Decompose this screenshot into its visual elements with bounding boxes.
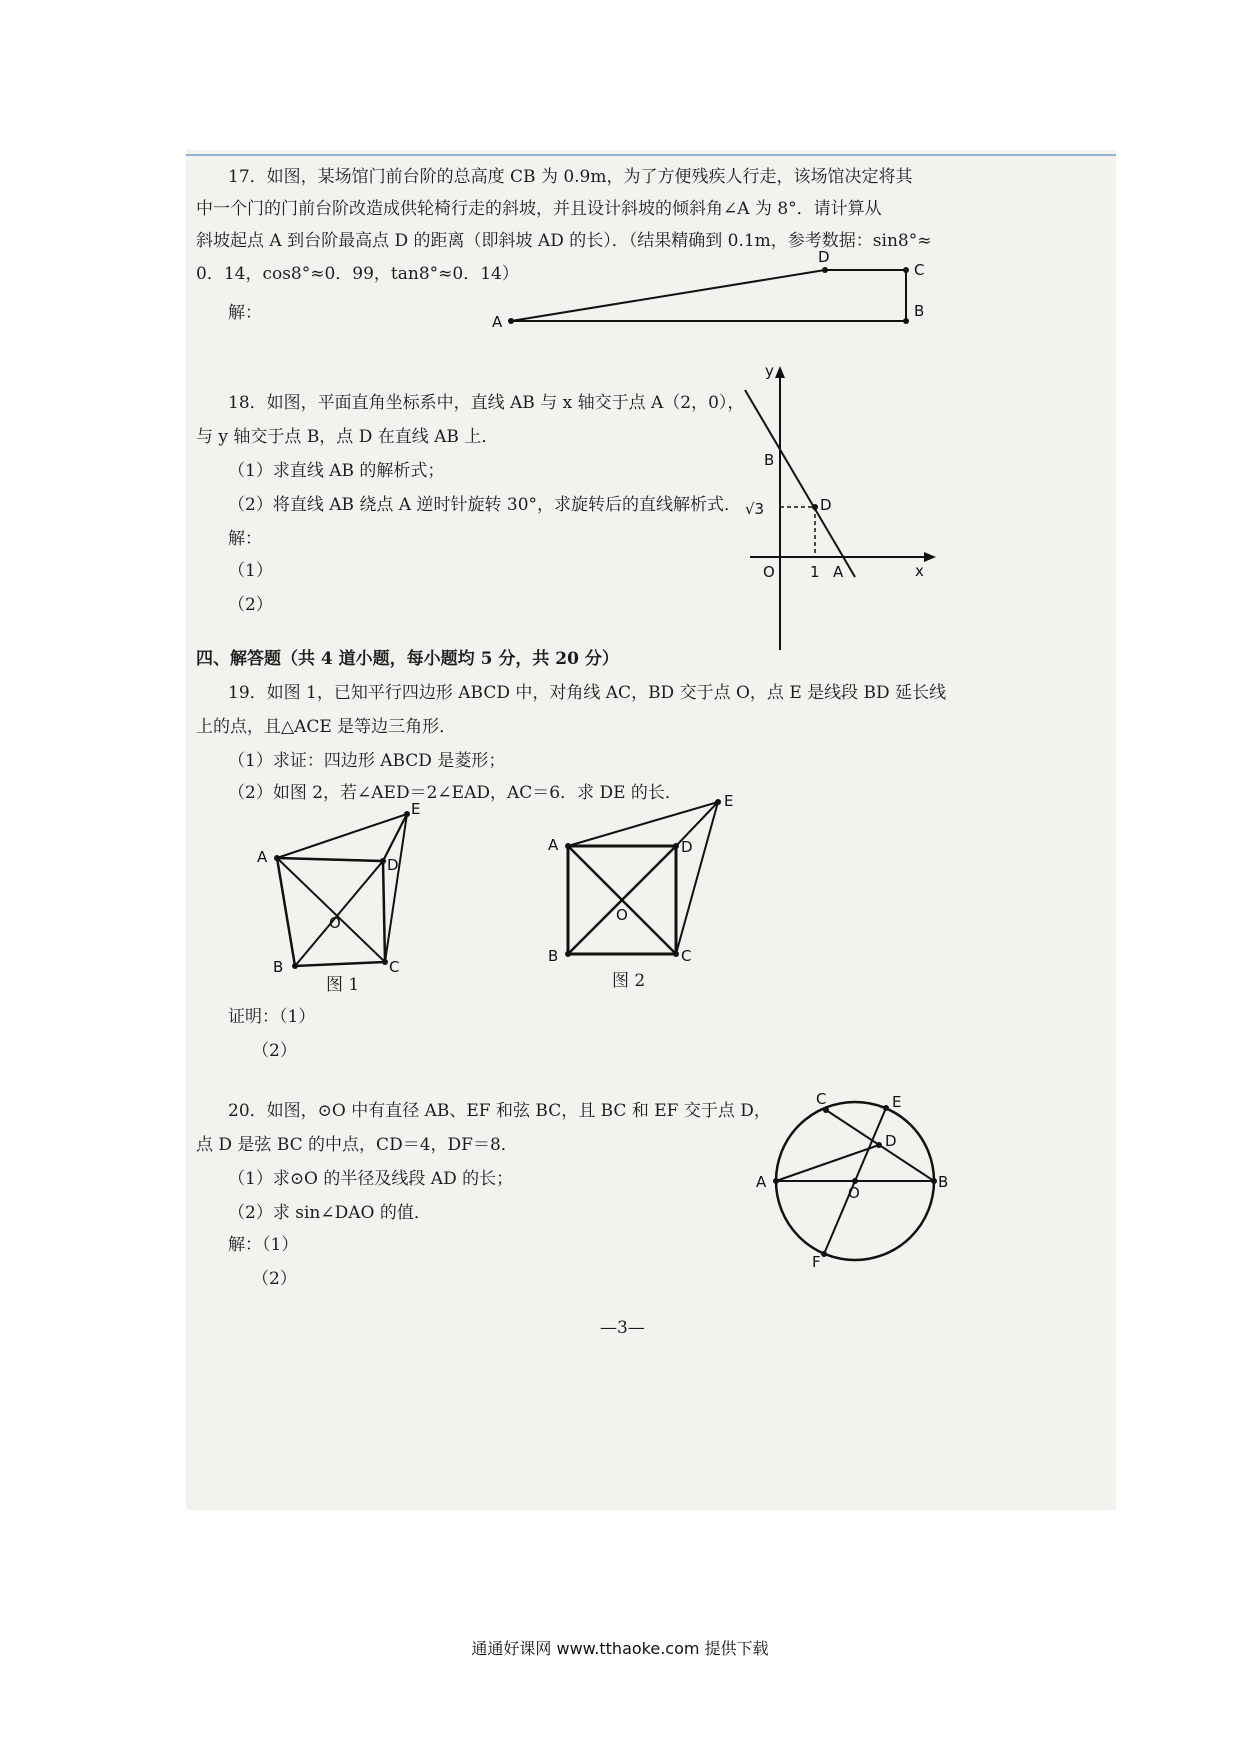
q19f2-label-c: C <box>681 947 692 965</box>
q18-label-y: y <box>765 362 774 380</box>
q17-label-c: C <box>914 261 925 279</box>
q18-label-b: B <box>764 451 775 469</box>
q18-label-o: O <box>763 563 775 581</box>
q19-figure-1-caption: 图 1 <box>326 975 360 995</box>
q18-solve-label: 解： <box>228 529 262 549</box>
q17-line1: 17．如图，某场馆门前台阶的总高度 CB 为 0.9m，为了方便残疾人行走，该场馆决定将其 <box>228 167 913 187</box>
q17-ramp-figure <box>480 250 940 340</box>
q20-line2: 点 D 是弦 BC 的中点，CD＝4，DF＝8． <box>196 1135 518 1155</box>
q20-item1: （1）求⊙O 的半径及线段 AD 的长； <box>228 1169 514 1189</box>
q17-line2: 中一个门的门前台阶改造成供轮椅行走的斜坡，并且设计斜坡的倾斜角∠A 为 8°．请计算从 <box>196 199 882 219</box>
q19f2-label-a: A <box>548 836 559 854</box>
q20-item2: （2）求 sin∠DAO 的值． <box>228 1203 431 1223</box>
q19f1-label-b: B <box>273 958 284 976</box>
q20-label-a: A <box>756 1173 767 1191</box>
footer-credit: 通通好课网 www.tthaoke.com 提供下载 <box>471 1639 769 1658</box>
q20-label-e: E <box>892 1093 902 1111</box>
q19f2-label-o: O <box>616 906 628 924</box>
q18-item2: （2）将直线 AB 绕点 A 逆时针旋转 30°，求旋转后的直线解析式． <box>228 495 742 515</box>
q20-label-o: O <box>848 1184 860 1202</box>
q18-item1: （1）求直线 AB 的解析式； <box>228 461 445 481</box>
q17-line3: 斜坡起点 A 到台阶最高点 D 的距离（即斜坡 AD 的长）．（结果精确到 0.1m，参考数据：sin8°≈ <box>196 231 932 251</box>
top-rule <box>186 154 1116 156</box>
q18-label-a: A <box>833 563 844 581</box>
q19-answer2-label: （2） <box>252 1041 297 1061</box>
q19f1-label-c: C <box>389 958 400 976</box>
q18-y-arrow-icon <box>775 366 785 378</box>
q19f1-label-o: O <box>329 914 341 932</box>
q20-answer2-label: （2） <box>252 1269 297 1289</box>
q19f1-label-a: A <box>257 848 268 866</box>
q19-item1: （1）求证：四边形 ABCD 是菱形； <box>228 751 506 771</box>
q20-label-f: F <box>812 1253 821 1271</box>
page-number: —3— <box>600 1318 645 1338</box>
q20-label-c: C <box>816 1090 827 1108</box>
q18-coordinate-figure <box>730 362 950 662</box>
q19f2-triangle-ade <box>568 802 718 846</box>
q20-solve-label: 解：（1） <box>228 1235 299 1255</box>
q18-line2: 与 y 轴交于点 B，点 D 在直线 AB 上． <box>196 427 499 447</box>
q18-answer2-label: （2） <box>228 595 273 615</box>
q19f2-label-e: E <box>724 792 734 810</box>
q18-x-arrow-icon <box>924 552 936 562</box>
q17-line4: 0．14，cos8°≈0．99，tan8°≈0．14） <box>196 264 519 284</box>
q17-label-a: A <box>492 313 503 331</box>
q17-label-d: D <box>818 248 830 266</box>
q17-label-b: B <box>914 302 925 320</box>
q18-label-sqrt3: √3 <box>745 500 765 518</box>
q18-line1: 18．如图，平面直角坐标系中，直线 AB 与 x 轴交于点 A（2，0）， <box>228 393 745 413</box>
q19f2-label-b: B <box>548 947 559 965</box>
q19-figure-2-caption: 图 2 <box>612 971 646 991</box>
q20-label-d: D <box>885 1132 897 1150</box>
q19f1-label-e: E <box>411 800 421 818</box>
q20-circle-figure <box>750 1085 960 1271</box>
q19-proof-label: 证明：（1） <box>228 1007 316 1027</box>
q17-slope-ad <box>511 270 825 321</box>
q20-line1: 20．如图，⊙O 中有直径 AB、EF 和弦 BC，且 BC 和 EF 交于点 D， <box>228 1101 771 1121</box>
q19-figure-2 <box>540 786 830 986</box>
q18-label-x: x <box>915 562 924 580</box>
q20-label-b: B <box>938 1173 949 1191</box>
q19f1-label-d: D <box>387 856 399 874</box>
section4-title: 四、解答题（共 4 道小题，每小题均 5 分，共 20 分） <box>196 649 619 669</box>
q18-answer1-label: （1） <box>228 561 273 581</box>
q19f1-diagonal-ac <box>277 858 385 962</box>
q18-label-d: D <box>820 496 832 514</box>
q17-solve-label: 解： <box>228 303 262 323</box>
q19-line1: 19．如图 1，已知平行四边形 ABCD 中，对角线 AC，BD 交于点 O，点 E 是线段 BD 延长线 <box>228 683 947 703</box>
q19f2-label-d: D <box>681 838 693 856</box>
q18-line-ab <box>745 390 855 577</box>
q19-item2: （2）如图 2，若∠AED＝2∠EAD，AC＝6．求 DE 的长． <box>228 783 682 803</box>
q18-label-one: 1 <box>810 563 820 581</box>
q19-figure-1 <box>255 800 455 990</box>
q19-line2: 上的点，且△ACE 是等边三角形． <box>196 717 457 737</box>
